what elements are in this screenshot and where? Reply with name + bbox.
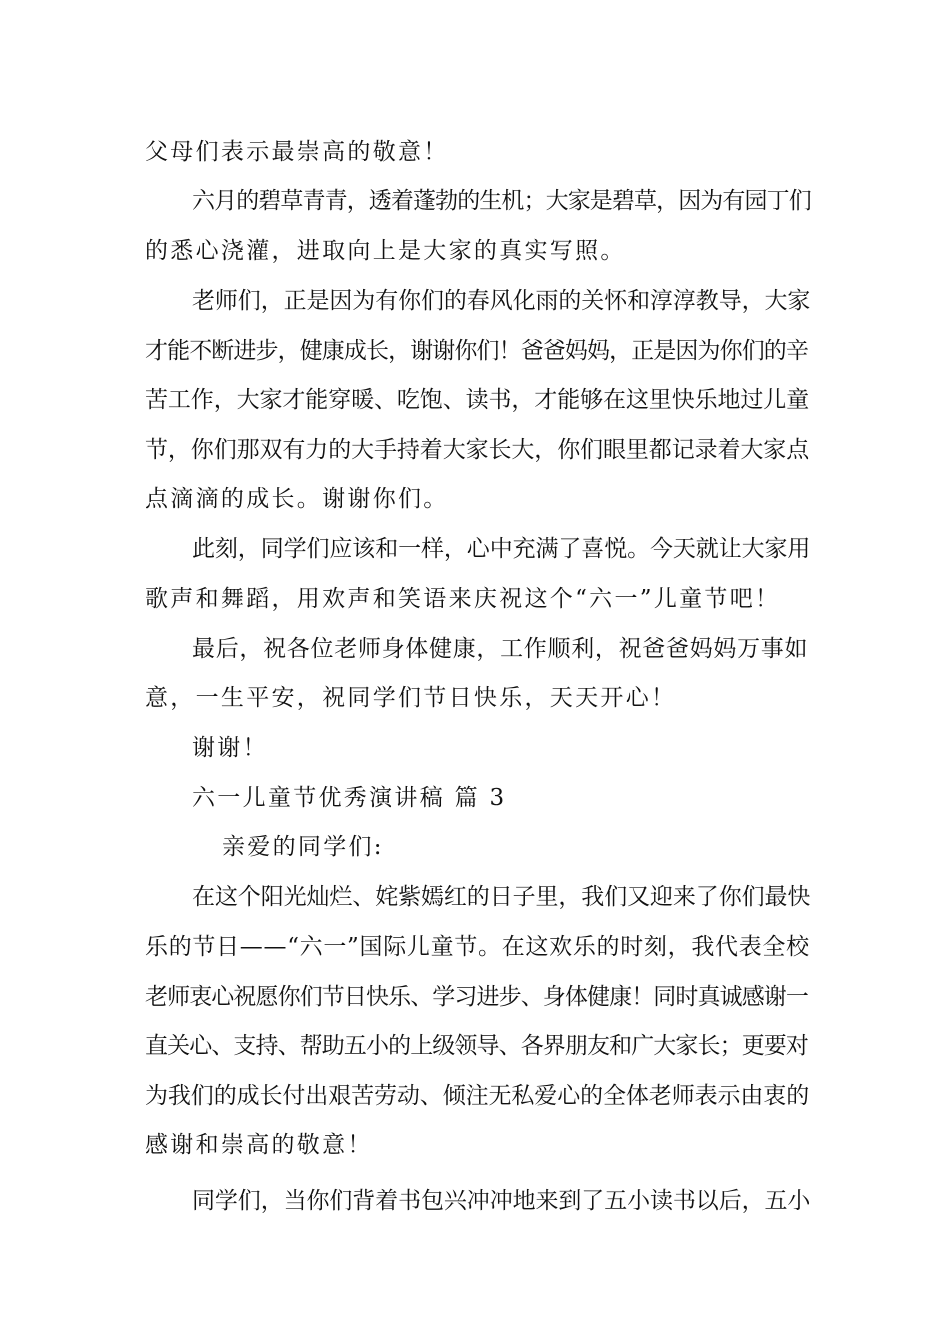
text-line: 的悉心浇灌，进取向上是大家的真实写照。	[145, 238, 626, 264]
text-line: 感谢和崇高的敬意！	[145, 1132, 373, 1158]
salutation: 亲爱的同学们:	[222, 834, 384, 860]
text-line: 最后，祝各位老师身体健康，工作顺利，祝爸爸妈妈万事如	[192, 636, 809, 662]
text-line: 老师们，正是因为有你们的春风化雨的关怀和淳淳教导，大家	[192, 288, 811, 314]
text-line: 此刻，同学们应该和一样，心中充满了喜悦。今天就让大家用	[192, 536, 811, 562]
section-heading: 六一儿童节优秀演讲稿 篇 3	[192, 785, 507, 811]
text-line: 意，一生平安，祝同学们节日快乐，天天开心！	[145, 685, 677, 711]
text-line: 老师衷心祝愿你们节日快乐、学习进步、身体健康！同时真诚感谢一	[145, 984, 809, 1010]
text-line: 直关心、支持、帮助五小的上级领导、各界朋友和广大家长；更要对	[145, 1033, 809, 1059]
text-line: 父母们表示最崇高的敬意！	[145, 139, 449, 165]
text-line: 同学们，当你们背着书包兴冲冲地来到了五小读书以后，五小	[192, 1188, 811, 1214]
text-line: 苦工作，大家才能穿暖、吃饱、读书，才能够在这里快乐地过儿童	[145, 387, 810, 413]
text-line: 谢谢！	[192, 735, 268, 761]
text-line: 节，你们那双有力的大手持着大家长大，你们眼里都记录着大家点	[145, 437, 810, 463]
text-line: 才能不断进步，健康成长，谢谢你们！爸爸妈妈，正是因为你们的辛	[145, 338, 809, 364]
text-line: 点滴滴的成长。谢谢你们。	[145, 486, 449, 512]
text-line: 在这个阳光灿烂、姹紫嫣红的日子里，我们又迎来了你们最快	[192, 884, 811, 910]
text-line: 六月的碧草青青，透着蓬勃的生机；大家是碧草，因为有园丁们	[192, 188, 811, 214]
text-line: 乐的节日——“六一”国际儿童节。在这欢乐的时刻，我代表全校	[145, 934, 810, 960]
text-line: 为我们的成长付出艰苦劳动、倾注无私爱心的全体老师表示由衷的	[145, 1083, 810, 1109]
text-line: 歌声和舞蹈，用欢声和笑语来庆祝这个“六一”儿童节吧！	[145, 586, 781, 612]
